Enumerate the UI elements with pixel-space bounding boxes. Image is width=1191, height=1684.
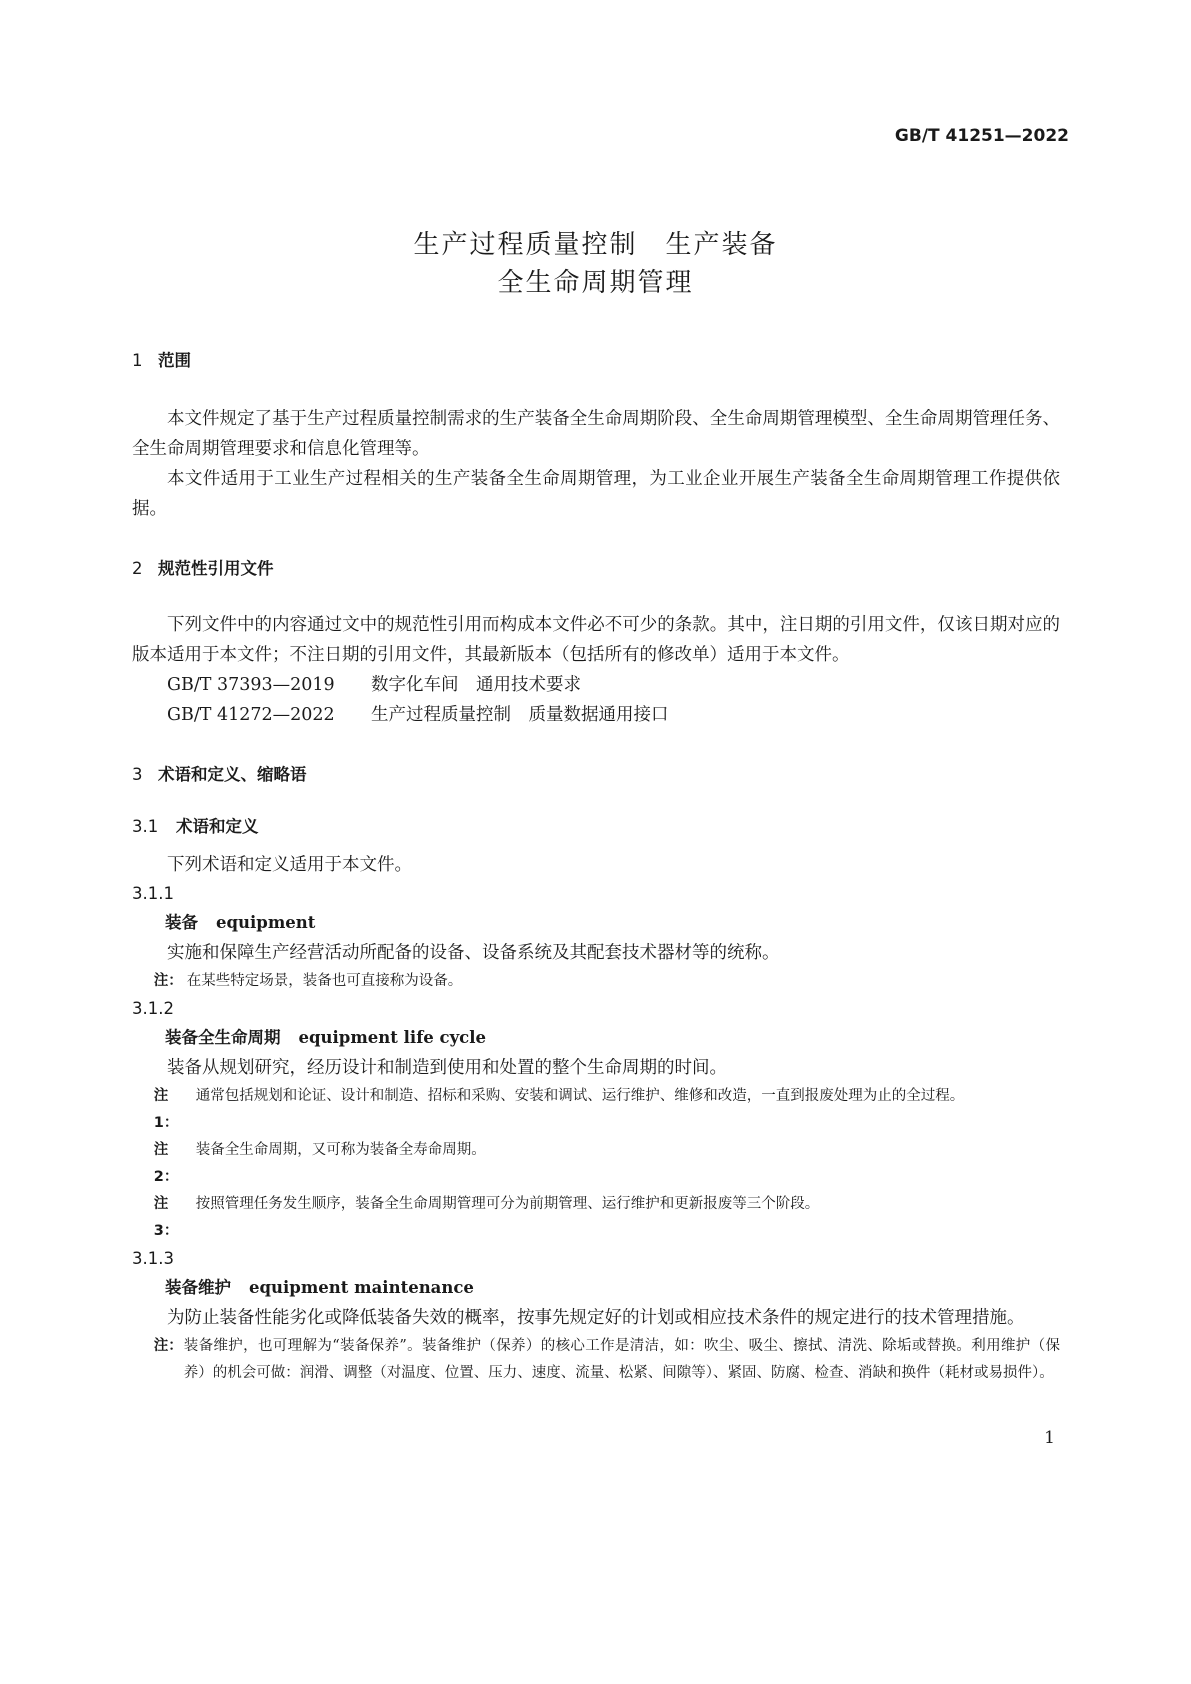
reference-title: 生产过程质量控制 质量数据通用接口 (371, 705, 669, 725)
note-label: 注 1： (153, 1088, 179, 1131)
scope-paragraph-1: 本文件规定了基于生产过程质量控制需求的生产装备全生命周期阶段、全生命周期管理模型、全生命周期管理任务、全生命周期管理要求和信息化管理等。 (132, 409, 1060, 459)
title-line-2: 全生命周期管理 (497, 268, 694, 298)
term-definition: 实施和保障生产经营活动所配备的设备、设备系统及其配套技术器材等的统称。 (167, 943, 780, 963)
note-label: 注 2： (153, 1142, 179, 1185)
section-heading-terms: 3 术语和定义、缩略语 (132, 765, 307, 784)
reference-item (132, 700, 1060, 730)
term-number: 3.1.3 (132, 1249, 174, 1268)
term-zh: 装备维护 (165, 1278, 231, 1297)
term-zh: 装备 (165, 913, 198, 932)
term-zh: 装备全生命周期 (165, 1028, 281, 1047)
term-number: 3.1.1 (132, 884, 174, 903)
term-en: equipment life cycle (298, 1028, 486, 1047)
term-heading (132, 1023, 1060, 1053)
term-en: equipment maintenance (249, 1278, 474, 1297)
note-text: 在某些特定场景，装备也可直接称为设备。 (186, 973, 463, 989)
reference-item (132, 670, 1060, 700)
term-heading (132, 908, 1060, 938)
term-definition: 为防止装备性能劣化或降低装备失效的概率，按事先规定好的计划或相应技术条件的规定进行的技术管理措施。 (167, 1308, 1025, 1328)
reference-title: 数字化车间 通用技术要求 (371, 675, 581, 695)
term-en: equipment (216, 913, 316, 932)
note-label: 注： (153, 973, 183, 989)
note-label: 注： (153, 1338, 183, 1354)
document-body (132, 350, 1060, 1387)
note-text: 装备维护，也可理解为“装备保养”。装备维护（保养）的核心工作是清洁，如：吹尘、吸尘、擦拭、清洗、除垢或替换。利用维护（保养）的机会可做：润滑、调整（对温度、位置、压力、速度、流量、松紧、间隙等）、紧固、防腐、检查、消缺和换件（耗材或易损件）。 (183, 1338, 1060, 1381)
section-heading-normative: 2 规范性引用文件 (132, 559, 274, 578)
subsection-heading-terms-definitions: 3.1 术语和定义 (132, 817, 259, 836)
note-text: 通常包括规划和论证、设计和制造、招标和采购、安装和调试、运行维护、维修和改造，一直到报废处理为止的全过程。 (195, 1088, 965, 1104)
reference-code: GB/T 41272—2022 (167, 705, 335, 725)
reference-code: GB/T 37393—2019 (167, 675, 335, 695)
normative-intro: 下列文件中的内容通过文中的规范性引用而构成本文件必不可少的条款。其中，注日期的引用文件，仅该日期对应的版本适用于本文件；不注日期的引用文件，其最新版本（包括所有的修改单）适用于本文件。 (132, 615, 1060, 665)
term-note (132, 968, 1060, 995)
title-line-1: 生产过程质量控制 生产装备 (413, 230, 778, 260)
page-number: 1 (1044, 1428, 1055, 1448)
section-heading-scope: 1 范围 (132, 351, 191, 370)
note-text: 按照管理任务发生顺序，装备全生命周期管理可分为前期管理、运行维护和更新报废等三个阶段。 (195, 1196, 820, 1212)
terms-intro: 下列术语和定义适用于本文件。 (167, 855, 412, 875)
term-note (132, 1333, 1060, 1387)
term-note (132, 1083, 1060, 1137)
note-text: 装备全生命周期，又可称为装备全寿命周期。 (195, 1142, 486, 1158)
standard-number: GB/T 41251—2022 (894, 126, 1069, 146)
document-title (0, 226, 1191, 302)
term-definition: 装备从规划研究，经历设计和制造到使用和处置的整个生命周期的时间。 (167, 1058, 727, 1078)
term-number: 3.1.2 (132, 999, 174, 1018)
term-note (132, 1137, 1060, 1191)
scope-paragraph-2: 本文件适用于工业生产过程相关的生产装备全生命周期管理，为工业企业开展生产装备全生命周期管理工作提供依据。 (132, 469, 1060, 519)
note-label: 注 3： (153, 1196, 179, 1239)
term-note (132, 1191, 1060, 1245)
term-heading (132, 1273, 1060, 1303)
